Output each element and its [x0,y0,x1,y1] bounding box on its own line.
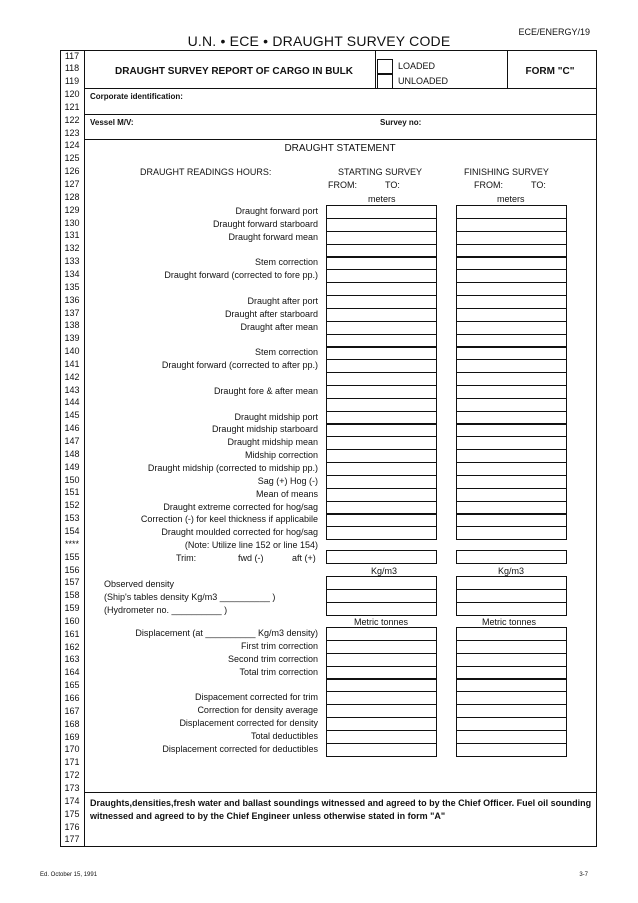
divider [84,792,597,793]
line-number: 155 [64,551,80,562]
starting-value-cell[interactable] [326,526,437,540]
line-number: 162 [64,641,80,652]
trim-label: Trim: [176,553,197,563]
trim-aft-label: aft (+) [292,553,316,563]
finishing-value-cell[interactable] [456,743,567,757]
footnote: Draughts,densities,fresh water and ballast soundings witnessed and agreed to by the Chief Officer. Fuel oil sounding witnessed and agreed to by the Chief Engineer unless otherwise stated in form "A" [90,798,592,821]
line-number: 159 [64,603,80,614]
row-label: Draught fore & after mean [213,385,318,396]
line-number: 174 [64,795,80,806]
edition-date: Ed. October 15, 1991 [40,872,98,878]
number-column-divider [84,50,85,847]
line-number: 165 [64,680,80,691]
report-title: DRAUGHT SURVEY REPORT OF CARGO IN BULK [115,66,353,77]
line-number: 134 [64,268,80,279]
line-number: 133 [64,256,80,267]
line-number: 120 [64,89,80,100]
line-number: 170 [64,744,80,755]
finishing-tonnes-units: Metric tonnes [482,617,537,627]
line-number: 164 [64,667,80,678]
finishing-survey-label: FINISHING SURVEY [464,167,549,177]
row-label: Draught forward (corrected to after pp.) [161,360,318,371]
line-number: 154 [64,525,80,536]
row-label: Draught forward mean [228,231,318,242]
row-label: Total deductibles [250,730,318,741]
row-label: Correction for density average [197,705,318,716]
starting-density-units: Kg/m3 [371,566,398,576]
line-number: 143 [64,384,80,395]
hydrometer-label: (Hydrometer no. __________ ) [104,605,228,615]
finishing-value-cell[interactable] [456,526,567,540]
row-label: Draught extreme corrected for hog/sag [163,501,318,512]
row-label: Correction (-) for keel thickness if applicabile [140,514,318,525]
finishing-density-cell[interactable] [456,576,567,590]
finishing-density-units: Kg/m3 [498,566,525,576]
statement-heading: DRAUGHT STATEMENT [284,143,396,154]
line-number: 119 [64,76,80,87]
line-number: 117 [64,50,80,61]
line-number: 132 [64,243,80,254]
starting-density-cell[interactable] [326,576,437,590]
line-number: 152 [64,500,80,511]
line-number: 176 [64,821,80,832]
form-label: FORM "C" [525,66,575,77]
line-number: 148 [64,448,80,459]
corporate-label: Corporate identification: [90,92,183,101]
starting-density-cell[interactable] [326,602,437,616]
line-number: 125 [64,153,80,164]
line-number: 145 [64,410,80,421]
line-number: 147 [64,436,80,446]
line-number: 173 [64,782,80,793]
line-number: 157 [64,577,80,588]
row-label: Draught midship mean [227,437,318,448]
finishing-from-label: FROM: [474,180,503,190]
starting-survey-label: STARTING SURVEY [338,167,423,177]
starting-density-cell[interactable] [326,589,437,603]
finishing-value-cell[interactable] [456,550,567,564]
row-label: Draught midship (corrected to midship pp.) [147,463,318,473]
line-number: 122 [64,114,80,125]
line-number: 153 [64,513,80,524]
line-number: 150 [64,474,80,485]
page-number: 3-7 [579,872,588,878]
line-number: 167 [64,705,80,716]
row-label: Draught after mean [240,321,318,332]
line-number: 118 [64,63,80,74]
divider [84,114,597,115]
line-number: 137 [64,307,80,318]
row-label: Draught forward port [235,206,318,216]
row-label: Draught after port [247,295,318,306]
line-number: 156 [64,564,80,575]
line-number: 135 [64,281,80,292]
finishing-density-cell[interactable] [456,589,567,603]
document-title: U.N. • ECE • DRAUGHT SURVEY CODE [187,33,451,49]
divider [84,139,597,140]
line-number: 130 [64,217,80,228]
row-label: First trim correction [240,640,318,651]
row-label: Total trim correction [239,666,318,677]
document-reference: ECE/ENERGY/19 [518,27,590,37]
line-number: 151 [64,487,80,498]
starting-from-label: FROM: [328,180,357,190]
line-number: 139 [64,333,80,344]
vessel-label: Vessel M/V: [90,118,134,127]
row-label: (Note: Utilize line 152 or line 154) [184,540,318,551]
divider [507,50,508,88]
line-number: 169 [64,731,80,742]
row-label: Sag (+) Hog (-) [257,475,318,486]
line-number: 171 [64,757,80,768]
line-number: 168 [64,718,80,729]
line-number: 129 [64,204,80,215]
row-label: Displacement corrected for deductibles [162,743,318,754]
line-number: 144 [64,397,80,408]
line-number: 149 [64,461,80,472]
row-label: Draught forward starboard [212,218,318,229]
line-number: 142 [64,371,80,382]
row-label: Draught moulded corrected for hog/sag [161,527,318,538]
line-number: 121 [64,101,80,112]
line-number: 141 [64,358,80,369]
line-number: 163 [64,654,80,665]
unloaded-label: UNLOADED [398,76,449,86]
observed-density-label: Observed density [104,579,175,589]
row-label: Displacement (at __________ Kg/m3 density) [135,628,318,638]
survey-no-label: Survey no: [380,118,422,127]
row-label: Draught forward (corrected to fore pp.) [164,270,318,281]
line-number: 136 [64,294,80,305]
line-number: 160 [64,615,80,626]
line-number: 123 [64,127,80,138]
unloaded-checkbox[interactable] [377,73,393,89]
finishing-density-cell[interactable] [456,602,567,616]
line-number: 127 [64,179,80,189]
row-label: Draught midship port [234,411,318,422]
divider [375,50,376,88]
readings-hours-label: DRAUGHT READINGS HOURS: [140,167,272,177]
line-number: 177 [64,834,80,845]
row-label: Mean of means [255,488,318,499]
line-number: 128 [64,191,80,202]
finishing-to-label: TO: [531,180,546,190]
finishing-units: meters [497,194,525,204]
row-label: Second trim correction [227,653,318,664]
line-number: 172 [64,770,80,781]
starting-to-label: TO: [385,180,400,190]
line-number: 126 [64,166,80,177]
starting-tonnes-units: Metric tonnes [354,617,409,627]
row-label: Dispacement corrected for trim [194,692,318,703]
line-number: 138 [64,320,80,331]
line-number: 131 [64,230,80,241]
row-label: Displacement corrected for density [179,717,318,728]
line-number: 158 [64,590,80,601]
line-number: 161 [64,628,80,639]
starting-value-cell[interactable] [326,743,437,757]
line-number: 175 [64,808,80,819]
divider [84,88,597,89]
trim-fwd-label: fwd (-) [238,553,264,563]
row-label: Draught after starboard [224,308,318,319]
row-label: Stem correction [254,257,318,268]
line-number: 146 [64,423,80,434]
starting-value-cell[interactable] [326,550,437,564]
line-number: **** [64,538,79,549]
row-label: Stem correction [254,347,318,358]
starting-units: meters [368,194,396,204]
row-label: Midship correction [244,450,318,461]
ships-tables-label: (Ship's tables density Kg/m3 __________ ) [104,592,276,602]
line-number: 166 [64,693,80,703]
line-number: 140 [64,346,80,357]
line-number: 124 [64,140,80,151]
row-label: Draught midship starboard [211,424,318,435]
loaded-label: LOADED [398,61,436,71]
